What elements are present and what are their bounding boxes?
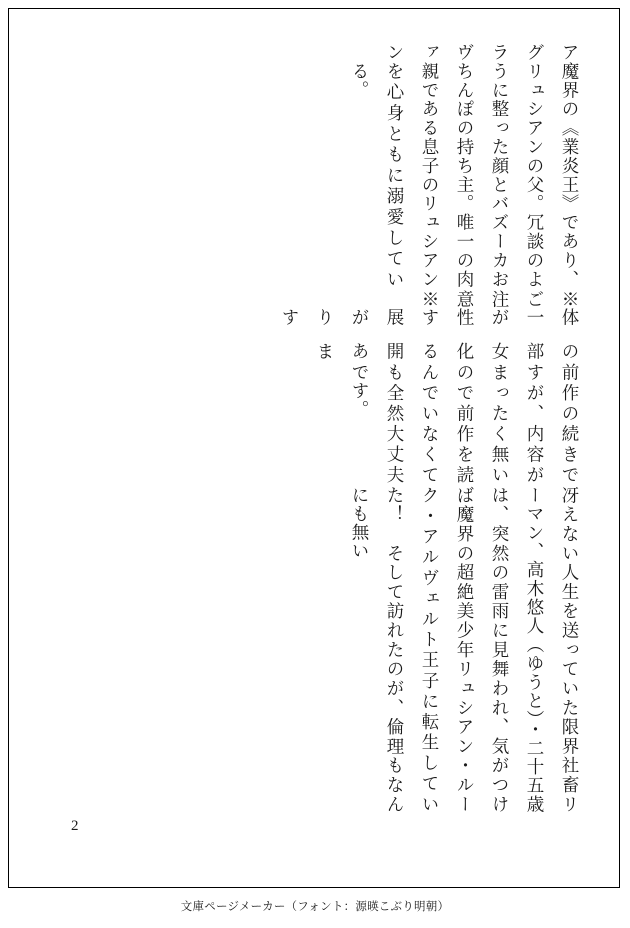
paragraph-sequel-note: 前作の続きですが、内容がまったく無いので前作を読んでいなくても全然大丈夫です。: [350, 362, 580, 484]
paragraph-notice-body: 体の一部が女性化する展開があります: [280, 308, 580, 362]
page-frame: [8, 8, 620, 888]
paragraph-character-description: 魔界の《業炎王》であり、リュシアンの父。冗談のように整った顔とバズーカおちんぽの持ち主。唯一の肉親である息子のリュシアンを心身ともに溺愛している。: [350, 61, 580, 289]
page-number: 2: [71, 818, 79, 834]
paragraph-notice-heading: ※ご注意※: [420, 289, 580, 309]
footer-credit: 文庫ページメーカー（フォント：源暎こぶり明朝）: [180, 901, 450, 913]
paragraph-synopsis: 冴えない人生を送っていた限界社畜リーマン、高木悠人（ゆうと）・二十五歳は、突然の雷雨に見舞われ、気がつけば魔界の超絶美少年リュシアン・ルーク・アルヴェルト王子に転生していた！ そして訪れたのが、倫理もなんにも無い: [350, 485, 580, 813]
novel-text-body: [43, 43, 587, 813]
paragraph-character-name: アグラヴァン: [385, 43, 580, 62]
